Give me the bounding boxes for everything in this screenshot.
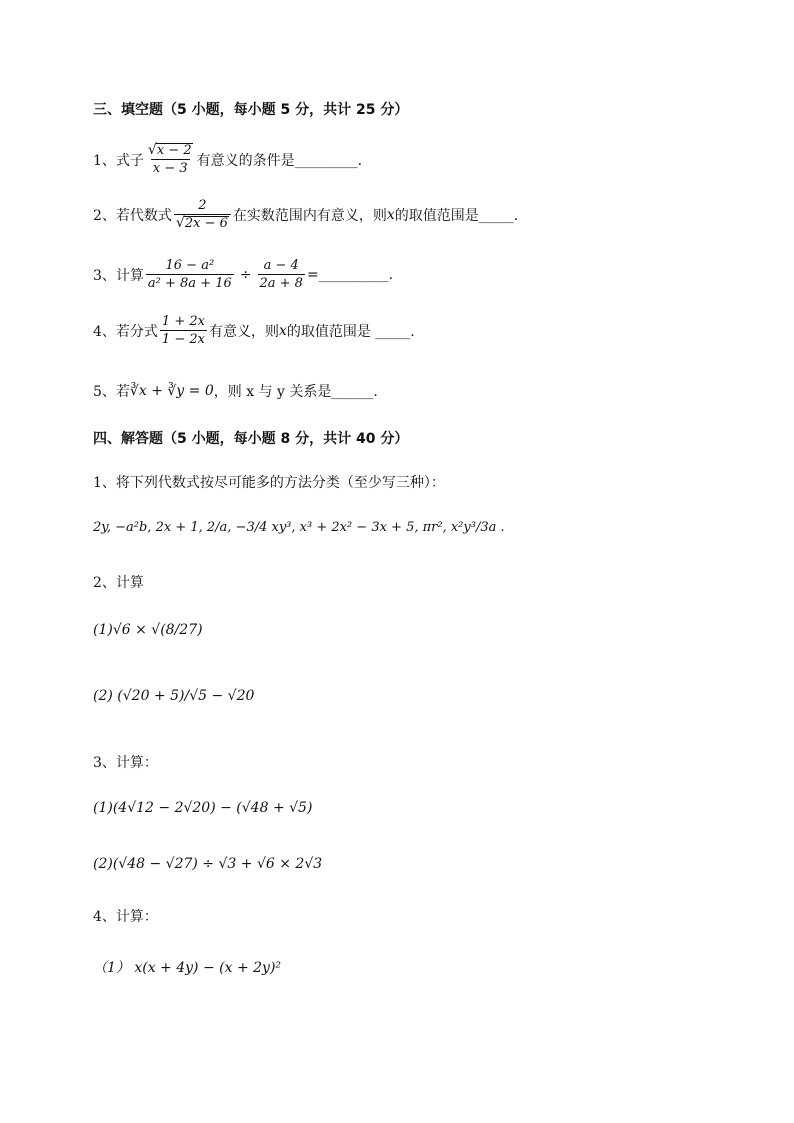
section-heading-solve: 四、解答题（5 小题，每小题 8 分，共计 40 分）: [93, 431, 409, 447]
radicand: x − 2: [156, 143, 192, 158]
fraction-1: [146, 258, 234, 291]
question-text: ，则 x 与 y 关系是______.: [213, 384, 378, 400]
question-text: 的取值范围是 _____.: [286, 323, 415, 340]
solve-question-3: [93, 752, 158, 772]
radicand: 2x − 6: [184, 216, 228, 231]
question-number: 2、若代数式: [93, 207, 172, 224]
numerator: 1 + 2x: [161, 314, 205, 329]
fill-question-1: [93, 143, 362, 176]
solve-question-2-part-1: [93, 622, 203, 638]
solve-question-2: [93, 572, 144, 592]
solve-question-1-expressions: [93, 520, 505, 535]
expression: (1)(4√12 − 2√20) − (√48 + √5): [93, 800, 313, 816]
equation: ∛x + ∛y = 0: [129, 383, 214, 399]
solve-question-2-part-2: [93, 688, 254, 704]
denominator: 2a + 8: [259, 276, 303, 291]
numerator: a − 4: [263, 258, 299, 273]
question-number: 3、计算: [93, 267, 144, 284]
numerator: 16 − a²: [165, 258, 215, 273]
solve-question-1: [93, 472, 445, 492]
question-text: 1、将下列代数式按尽可能多的方法分类（至少写三种）：: [93, 475, 445, 491]
numerator: 2: [198, 198, 207, 213]
question-text: 有意义，则: [208, 323, 279, 340]
variable: x: [278, 322, 287, 339]
question-text: 有意义的条件是_________.: [196, 152, 363, 169]
question-number: 5、若: [93, 384, 130, 400]
expression-list: 2y, −a²b, 2x + 1, 2/a, −3/4 xy³, x³ + 2x² − 3x + 5, πr², x²y³/3a .: [93, 520, 505, 535]
solve-question-4: [93, 906, 158, 926]
question-text: 的取值范围是_____.: [394, 207, 519, 224]
fraction-2: [258, 258, 305, 291]
section-heading-fill-blank: 三、填空题（5 小题，每小题 5 分，共计 25 分）: [93, 102, 409, 118]
divide-sign: ÷: [239, 266, 252, 283]
question-title: 2、计算: [93, 575, 144, 591]
denominator: x − 3: [152, 161, 188, 176]
question-number: 1、式子: [93, 152, 144, 169]
question-text: =__________.: [306, 266, 394, 283]
fraction: √ x − 2 x − 3: [147, 142, 192, 176]
expression: (2)(√48 − √27) ÷ √3 + √6 × 2√3: [93, 856, 323, 872]
solve-question-4-part-1: [93, 957, 281, 977]
fill-question-4: [93, 314, 415, 347]
solve-question-3-part-2: [93, 856, 322, 872]
question-number: 4、若分式: [93, 323, 158, 340]
question-title: 3、计算：: [93, 755, 158, 771]
solve-question-3-part-1: [93, 800, 312, 816]
denominator: 1 − 2x: [161, 332, 205, 347]
question-text: 在实数范围内有意义，则: [232, 207, 387, 224]
expression: (1)√6 × √(8/27): [93, 622, 203, 638]
question-title: 4、计算：: [93, 909, 158, 925]
expression: (2) (√20 + 5)/√5 − √20: [93, 688, 255, 704]
fraction: [160, 314, 207, 347]
denominator: a² + 8a + 16: [147, 276, 232, 291]
expression: （1） x(x + 4y) − (x + 2y)²: [93, 960, 282, 976]
fill-question-2: [93, 198, 518, 231]
fraction: 2 √ 2x − 6: [174, 198, 231, 231]
variable: x: [386, 206, 395, 223]
fill-question-5: [93, 381, 378, 401]
fill-question-3: [93, 258, 393, 291]
